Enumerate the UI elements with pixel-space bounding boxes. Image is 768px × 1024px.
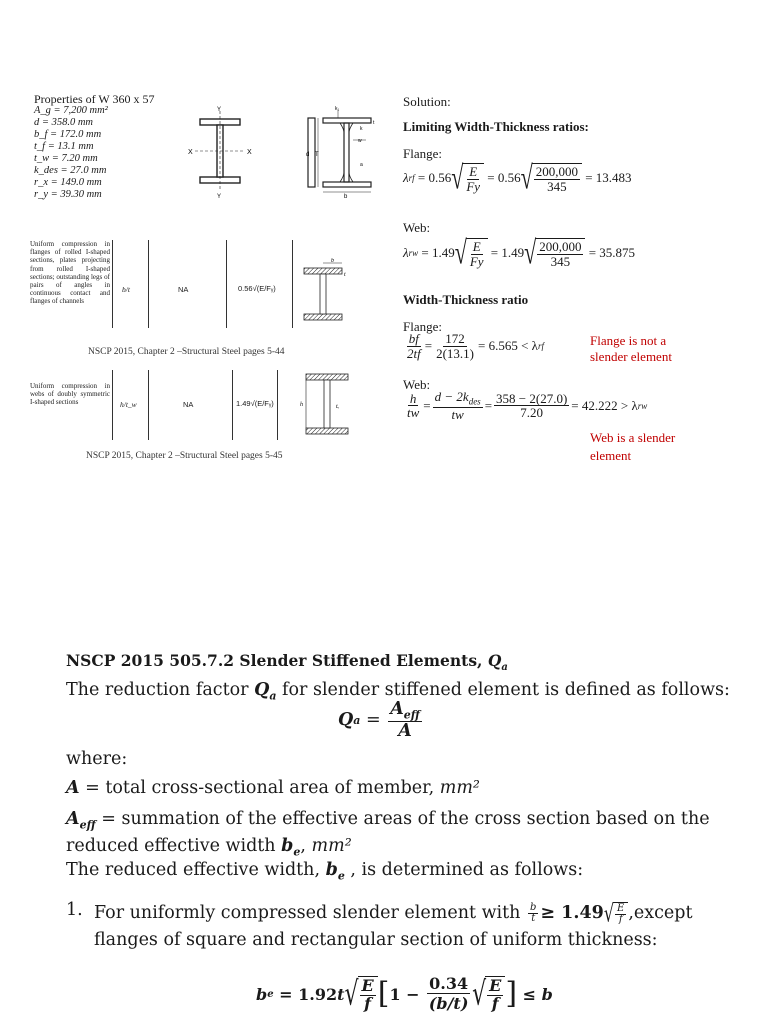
flange-label: Flange: <box>403 146 442 161</box>
properties-block <box>34 93 155 201</box>
table2-fig-tw: tᵥ <box>336 404 340 410</box>
label-x-right: X <box>247 149 252 156</box>
table2-caption: NSCP 2015, Chapter 2 –Structural Steel pages 5-45 <box>86 451 283 461</box>
table2-figure <box>292 372 364 444</box>
label-y-top: Y <box>217 107 222 113</box>
prop-ry: r_y = 39.30 mm <box>34 189 102 200</box>
def-aeff: $A_{eff}$ = summation of the effective areas of the cross section based on the reduced effective width $b_e$, mm² <box>66 809 710 858</box>
nscp-table-row-flanges <box>30 240 355 330</box>
table1-description: Uniform compression in flanges of rolled I-shaped sections, plates projecting from rolled I-shaped sections; outstanding legs of pairs of angles in continuous contact and flanges of channels <box>30 240 110 306</box>
flange-note: Flange is not a slender element <box>590 333 672 364</box>
table1-caption: NSCP 2015, Chapter 2 –Structural Steel pages 5-44 <box>88 347 285 357</box>
table2-na: NA <box>183 400 194 409</box>
label-k: k <box>360 126 363 132</box>
label-k1: k₁ <box>335 106 340 112</box>
web-label: Web: <box>403 220 431 235</box>
reduced-width-intro: The reduced effective width, $b_e$ , is determined as follows: <box>66 860 584 883</box>
web-limit-equation: λ rw = 1.49 √ $\frac{E}{Fy}$ = 1.49 √ $\frac{200,000}{345}$ = 35.875 <box>403 233 636 272</box>
table1-fig-b: b <box>331 258 334 264</box>
limiting-heading: Limiting Width-Thickness ratios: <box>403 119 589 134</box>
i-section-dimensions-diagram <box>298 104 378 199</box>
flange-limit-equation: λ rf = 0.56 √ $\frac{E}{Fy}$ = 0.56 √ $\frac{200,000}{345}$ = 13.483 <box>403 158 632 197</box>
prop-d: d = 358.0 mm <box>34 117 94 128</box>
table1-limit: 0.56√(E/Fᵧ) <box>238 284 276 293</box>
nscp-table-row-webs <box>30 370 365 445</box>
table2-ratio: h/t_w <box>120 400 137 409</box>
table2-limit: 1.49√(E/Fᵧ) <box>236 399 274 408</box>
prop-rx: r_x = 149.0 mm <box>34 177 102 188</box>
web-note: Web is a slender element <box>590 430 676 463</box>
def-a: A = total cross-sectional area of member, mm² <box>66 778 480 798</box>
properties-heading: Properties of W 360 x 57 <box>34 92 155 106</box>
where-label: where: <box>66 749 128 769</box>
table1-figure <box>298 258 358 326</box>
prop-bf: b_f = 172.0 mm <box>34 129 102 140</box>
table2-description: Uniform compression in webs of doubly symmetric I-shaped sections <box>30 382 110 407</box>
label-t: t <box>373 120 375 126</box>
label-y-bottom: Y <box>217 194 222 200</box>
section-heading: NSCP 2015 505.7.2 Slender Stiffened Elements, $Q_a$ <box>66 651 508 674</box>
qa-formula: Q a = $\frac{A_{eff}}{A}$ <box>338 699 420 742</box>
table2-fig-h: h <box>300 402 303 408</box>
label-x-left: X <box>188 149 193 156</box>
label-T: T <box>315 152 319 158</box>
flange2-label: Flange: <box>403 319 442 334</box>
table1-fig-t: t <box>344 272 346 278</box>
prop-ag: A_g = 7,200 mm² <box>34 105 108 116</box>
prop-tw: t_w = 7.20 mm <box>34 153 98 164</box>
prop-kdes: k_des = 27.0 mm <box>34 165 107 176</box>
prop-tf: t_f = 13.1 mm <box>34 141 94 152</box>
solution-title: Solution: <box>403 94 451 109</box>
label-w: w <box>358 138 362 144</box>
reduction-factor-intro: The reduction factor $Q_a$ for slender stiffened element is defined as follows: <box>66 680 730 703</box>
item-number: 1. <box>66 900 83 920</box>
label-b: b <box>344 194 348 199</box>
table1-na: NA <box>178 285 189 294</box>
label-d: d <box>306 152 310 158</box>
item-text: For uniformly compressed slender element with $\frac{b}{t}$ ≥ 1.49 √ $\frac{E}{f}$ ,except flanges of square and rectangular section of uniform thickness: <box>94 898 693 950</box>
web2-label: Web: <box>403 377 431 392</box>
web-ratio-equation: $\frac{h}{tw}$ = $\frac{d - 2k_{des}}{tw}$ = $\frac{358 - 2(27.0)}{7.20}$ = 42.222 > λ rw <box>407 389 648 423</box>
be-formula: b e = 1.92 t √ $\frac{E}{f}$ [ 1 − $\frac{0.34}{(b/t)}$ √ $\frac{E}{f}$ ] ≤ b <box>256 974 553 1014</box>
wt-ratio-heading: Width-Thickness ratio <box>403 292 529 307</box>
i-section-axes-diagram <box>185 105 265 200</box>
label-a: a <box>360 162 363 168</box>
table1-ratio: b/t <box>122 285 130 294</box>
flange-ratio-equation: $\frac{bf}{2tf}$ = $\frac{172}{2(13.1)}$ = 6.565 < λ rf <box>407 331 544 361</box>
